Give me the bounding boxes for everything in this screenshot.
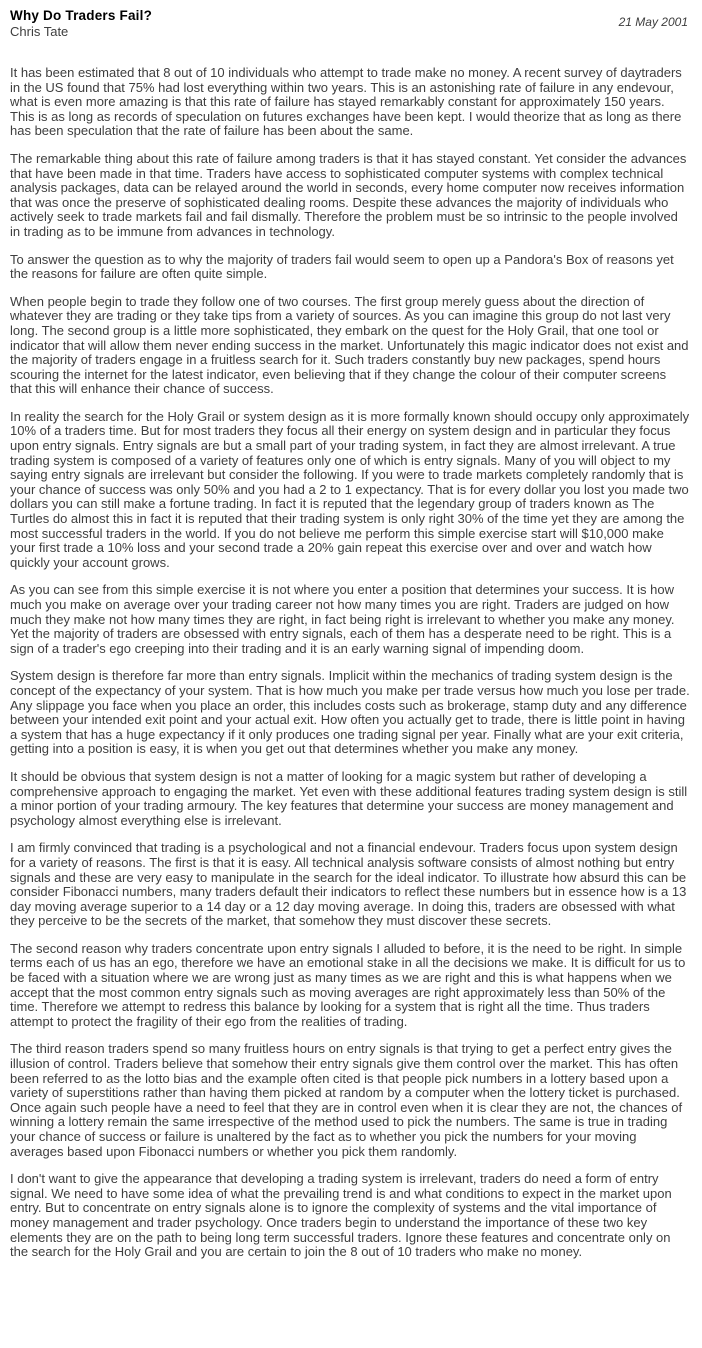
paragraph: As you can see from this simple exercise it is not where you enter a position that determines your success. It is how much you make on average over your trading career not how many times you are right. Traders are judged on how much they make not how many times they are right, in fact being right is irrelevant to whether you make any money. Yet the majority of traders are obsessed with entry signals, each of them has a desperate need to be right. This is a sign of a trader's ego creeping into their trading and it is an early warning signal of impending doom. (10, 582, 675, 656)
paragraph: It should be obvious that system design is not a matter of looking for a magic system but rather of developing a comprehensive approach to engaging the market. Yet even with these additional features trading system design is still a minor portion of your trading armoury. The key features that determine your success are money management and psychology almost everything else is irrelevant. (10, 768, 688, 828)
article-body (10, 66, 690, 1260)
article-header (10, 8, 690, 40)
paragraph: I don't want to give the appearance that developing a trading system is irrelevant, traders do need a form of entry signal. We need to have some idea of what the prevailing trend is and what conditions to expect in the market upon entry. But to concentrate on entry signals alone is to ignore the complexity of systems and the vital importance of money management and trader psychology. Once traders begin to understand the importance of these two key elements they are on the path to being long term successful traders. Ignore these features and concentrate only on the search for the Holy Grail and you are certain to join the 8 out of 10 traders who make no money. (10, 1171, 672, 1260)
paragraph: When people begin to trade they follow one of two courses. The first group merely guess about the direction of whatever they are trading or they take tips from a variety of sources. As you can imagine this group do not last very long. The second group is a little more sophisticated, they embark on the quest for the Holy Grail, that one tool or indicator that will allow them never ending success in the market. Unfortunately this magic indicator does not exist and the majority of traders engage in a fruitless search for it. Such traders constantly buy new packages, spend hours scouring the internet for the latest indicator, even believing that if they change the colour of their computer screens that this will enhance their chance of success. (10, 293, 689, 397)
paragraph: It has been estimated that 8 out of 10 individuals who attempt to trade make no money. A recent survey of daytraders in the US found that 75% had lost everything within two years. This is an astonishing rate of failure in any endevour, what is even more amazing is that this rate of failure has stayed remarkably constant for approximately 150 years. This is as long as records of speculation on futures exchanges have been kept. I would theorize that as long as there has been speculation that the rate of failure has been about the same. (10, 65, 682, 139)
paragraph: The third reason traders spend so many fruitless hours on entry signals is that trying to get a perfect entry gives the illusion of control. Traders believe that somehow their entry signals give them control over the market. This has often been referred to as the lotto bias and the example often cited is that people pick numbers in a lottery based upon a variety of superstitions rather than having them picked at random by a computer when the lottery ticket is purchased. Once again such people have a need to feel that they are in control even when it is clear they are not, the chances of winning a lottery remain the same irrespective of the method used to pick the numbers. The same is true in trading your chance of success or failure is unaltered by the fact as to whether you pick the numbers for your moving averages based upon Fibonacci numbers or whether you pick them randomly. (10, 1041, 683, 1159)
paragraph: The second reason why traders concentrate upon entry signals I alluded to before, it is the need to be right. In simple terms each of us has an ego, therefore we have an emotional stake in all the decisions we make. It is difficult for us to be faced with a situation where we are wrong just as many times as we are right and this is what happens when we accept that the most common entry signals such as moving averages are right approximately less than 50% of the time. Therefore we attempt to redress this balance by looking for a system that is right all the time. Thus traders attempt to protect the fragility of their ego from the realities of trading. (10, 940, 686, 1029)
paragraph: System design is therefore far more than entry signals. Implicit within the mechanics of trading system design is the concept of the expectancy of your system. That is how much you make per trade versus how much you lose per trade. Any slippage you face when you place an order, this includes costs such as brokerage, stamp duty and any difference between your intended exit point and your actual exit. How often you actually get to trade, there is little point in having a system that has a huge expectancy if it only produces one trading signal per year. Finally what are your exit criteria, getting into a position is easy, it is when you get out that determines whether you make any money. (10, 668, 690, 757)
paragraph: I am firmly convinced that trading is a psychological and not a financial endevour. Traders focus upon system design for a variety of reasons. The first is that it is easy. All technical analysis software consists of almost nothing but entry signals and these are very easy to manipulate in the search for the ideal indicator. To illustrate how absurd this can be consider Fibonacci numbers, many traders default their indicators to reflect these numbers but in essence how is a 13 day moving average superior to a 14 day or a 12 day moving average. In doing this, traders are obsessed with what they perceive to be the secrets of the market, that somehow they must discover these secrets. (10, 840, 687, 929)
paragraph: To answer the question as to why the majority of traders fail would seem to open up a Pandora's Box of reasons yet the reasons for failure are often quite simple. (10, 251, 674, 282)
paragraph: In reality the search for the Holy Grail or system design as it is more formally known should occupy only approximately 10% of a traders time. But for most traders they focus all their energy on system design and in particular they focus upon entry signals. Entry signals are but a small part of your trading system, in fact they are almost irrelevant. A true trading system is composed of a variety of features only one of which is entry signals. Many of you will object to my saying entry signals are irrelevant but consider the following. If you were to trade markets completely randomly that is your chance of success was only 50% and you had a 2 to 1 expectancy. That is for every dollar you lost you made two dollars you can still make a fortune trading. In fact it is reputed that the legendary group of traders known as The Turtles do almost this in fact it is reputed that their trading system is only right 30% of the time yet they are among the most successful traders in the world. If you do not believe me perform this simple exercise start will $10,000 make your first trade a 10% loss and your second trade a 20% gain repeat this exercise over and over and watch how quickly your account grows. (10, 408, 690, 570)
page-title: Why Do Traders Fail? (10, 8, 153, 23)
paragraph: The remarkable thing about this rate of failure among traders is that it has stayed constant. Yet consider the advances that have been made in that time. Traders have access to sophisticated computer systems with complex technical analysis packages, data can be relayed around the world in seconds, every home computer now receives information that was once the preserve of sophisticated dealing rooms. Despite these advances the majority of individuals who actively seek to trade markets fail and fail dismally. Therefore the problem must be so intrinsic to the people involved in trading as to be immune from advances in technology. (10, 150, 687, 239)
publish-date: 21 May 2001 (618, 15, 688, 29)
author-name: Chris Tate (10, 24, 69, 39)
